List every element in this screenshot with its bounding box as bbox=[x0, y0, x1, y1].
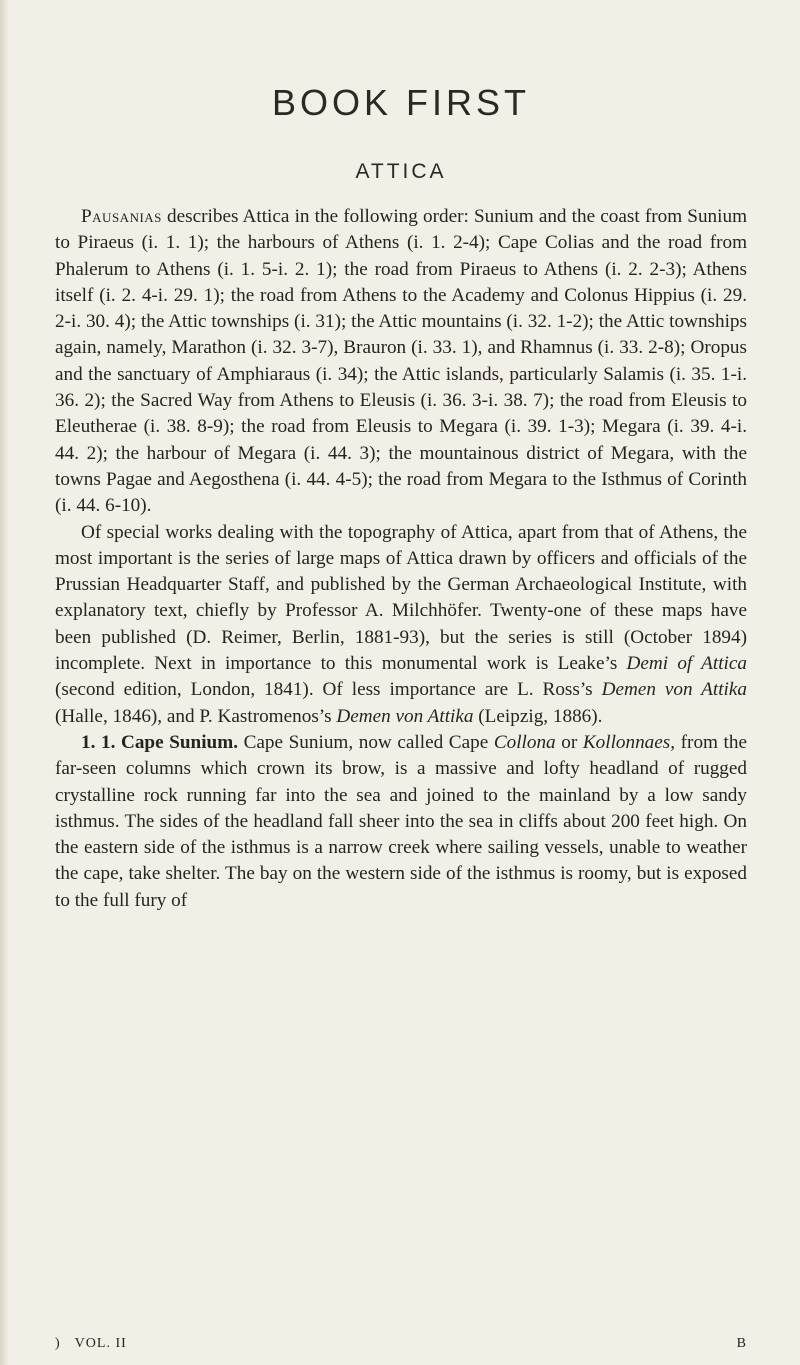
page-edge bbox=[0, 0, 8, 1365]
page-body bbox=[55, 82, 747, 914]
paragraph-text: describes Attica in the following order: Sunium and the coast from Sunium to Piraeus (i. 1. 1); the harbours of Athens (i. 1. 2-4); Cape Colias and the road from Phalerum to Athens (i. 1. 5-i. 2. 1); the road from Piraeus to Athens (i. 2. 2-3); Athens itself (i. 2. 4-i. 29. 1); the road from Athens to the Academy and Colonus Hippius (i. 29. 2-i. 30. 4); the Attic townships (i. 31); the Attic mountains (i. 32. 1-2); the Attic townships again, namely, Marathon (i. 32. 3-7), Brauron (i. 33. 1), and Rhamnus (i. 33. 2-8); Oropus and the sanctuary of Amphiaraus (i. 34); the Attic islands, particularly Salamis (i. 35. 1-i. 36. 2); the Sacred Way from Athens to Eleusis (i. 36. 3-i. 38. 7); the road from Eleusis to Eleutherae (i. 38. 8-9); the road from Eleusis to Megara (i. 39. 1-3); Megara (i. 39. 4-i. 44. 2); the harbour of Megara (i. 44. 3); the mountainous district of Megara, with the towns Pagae and Aegosthena (i. 44. 4-5); the road from Megara to the Isthmus of Corinth (i. 44. 6-10). bbox=[55, 206, 747, 517]
place-name-italic: Collona bbox=[493, 731, 556, 753]
section-heading: 1. 1. Cape Sunium. bbox=[81, 731, 239, 753]
paragraph-sunium bbox=[55, 730, 747, 914]
book-title: BOOK FIRST bbox=[271, 82, 531, 123]
book-title-italic: Demen von Attika bbox=[336, 705, 474, 727]
text-run: Cape Sunium, now called Cape bbox=[238, 731, 494, 753]
text-run: (second edition, London, 1841). Of less importance are L. Ross’s bbox=[55, 679, 602, 701]
paragraph-works bbox=[55, 520, 747, 730]
text-run: (Halle, 1846), and P. Kastromenos’s bbox=[55, 705, 337, 727]
page-footer bbox=[55, 1336, 747, 1352]
place-name-italic: Kollonnaes bbox=[582, 731, 671, 753]
text-run: or bbox=[555, 731, 583, 753]
volume-label: VOL. II bbox=[74, 1336, 127, 1351]
text-run: Of special works dealing with the topography of Attica, apart from that of Athens, the most important is the series of large maps of Attica drawn by officers and officials of the Prussian Headquarter Staff, and published by the German Archaeological Institute, with explanatory text, chiefly by Professor A. Milchhöfer. Twenty-one of these maps have been published (D. Reimer, Berlin, 1881-93), but the series is still (October 1894) incomplete. Next in importance to this monumental work is Leake’s bbox=[55, 521, 747, 675]
book-title-italic: Demi of Attica bbox=[626, 653, 747, 675]
book-title-italic: Demen von Attika bbox=[601, 679, 747, 701]
footer-mark: ) bbox=[55, 1336, 61, 1351]
text-run: , from the far-seen columns which crown its brow, is a massive and lofty headland of rugged crystalline rock running far into the sea and joined to the mainland by a low sandy isthmus. The sides of the headland fall sheer into the sea in cliffs about 200 feet high. On the eastern side of the isthmus is a narrow creek where sailing vessels, unable to weather the cape, take shelter. The bay on the western side of the isthmus is roomy, but is exposed to the full fury of bbox=[55, 731, 747, 911]
lead-word: Pausanias bbox=[81, 206, 162, 227]
text-run: (Leipzig, 1886). bbox=[473, 705, 603, 727]
signature-mark: B bbox=[736, 1336, 747, 1351]
chapter-title: ATTICA bbox=[355, 160, 447, 183]
paragraph-order bbox=[55, 204, 747, 520]
